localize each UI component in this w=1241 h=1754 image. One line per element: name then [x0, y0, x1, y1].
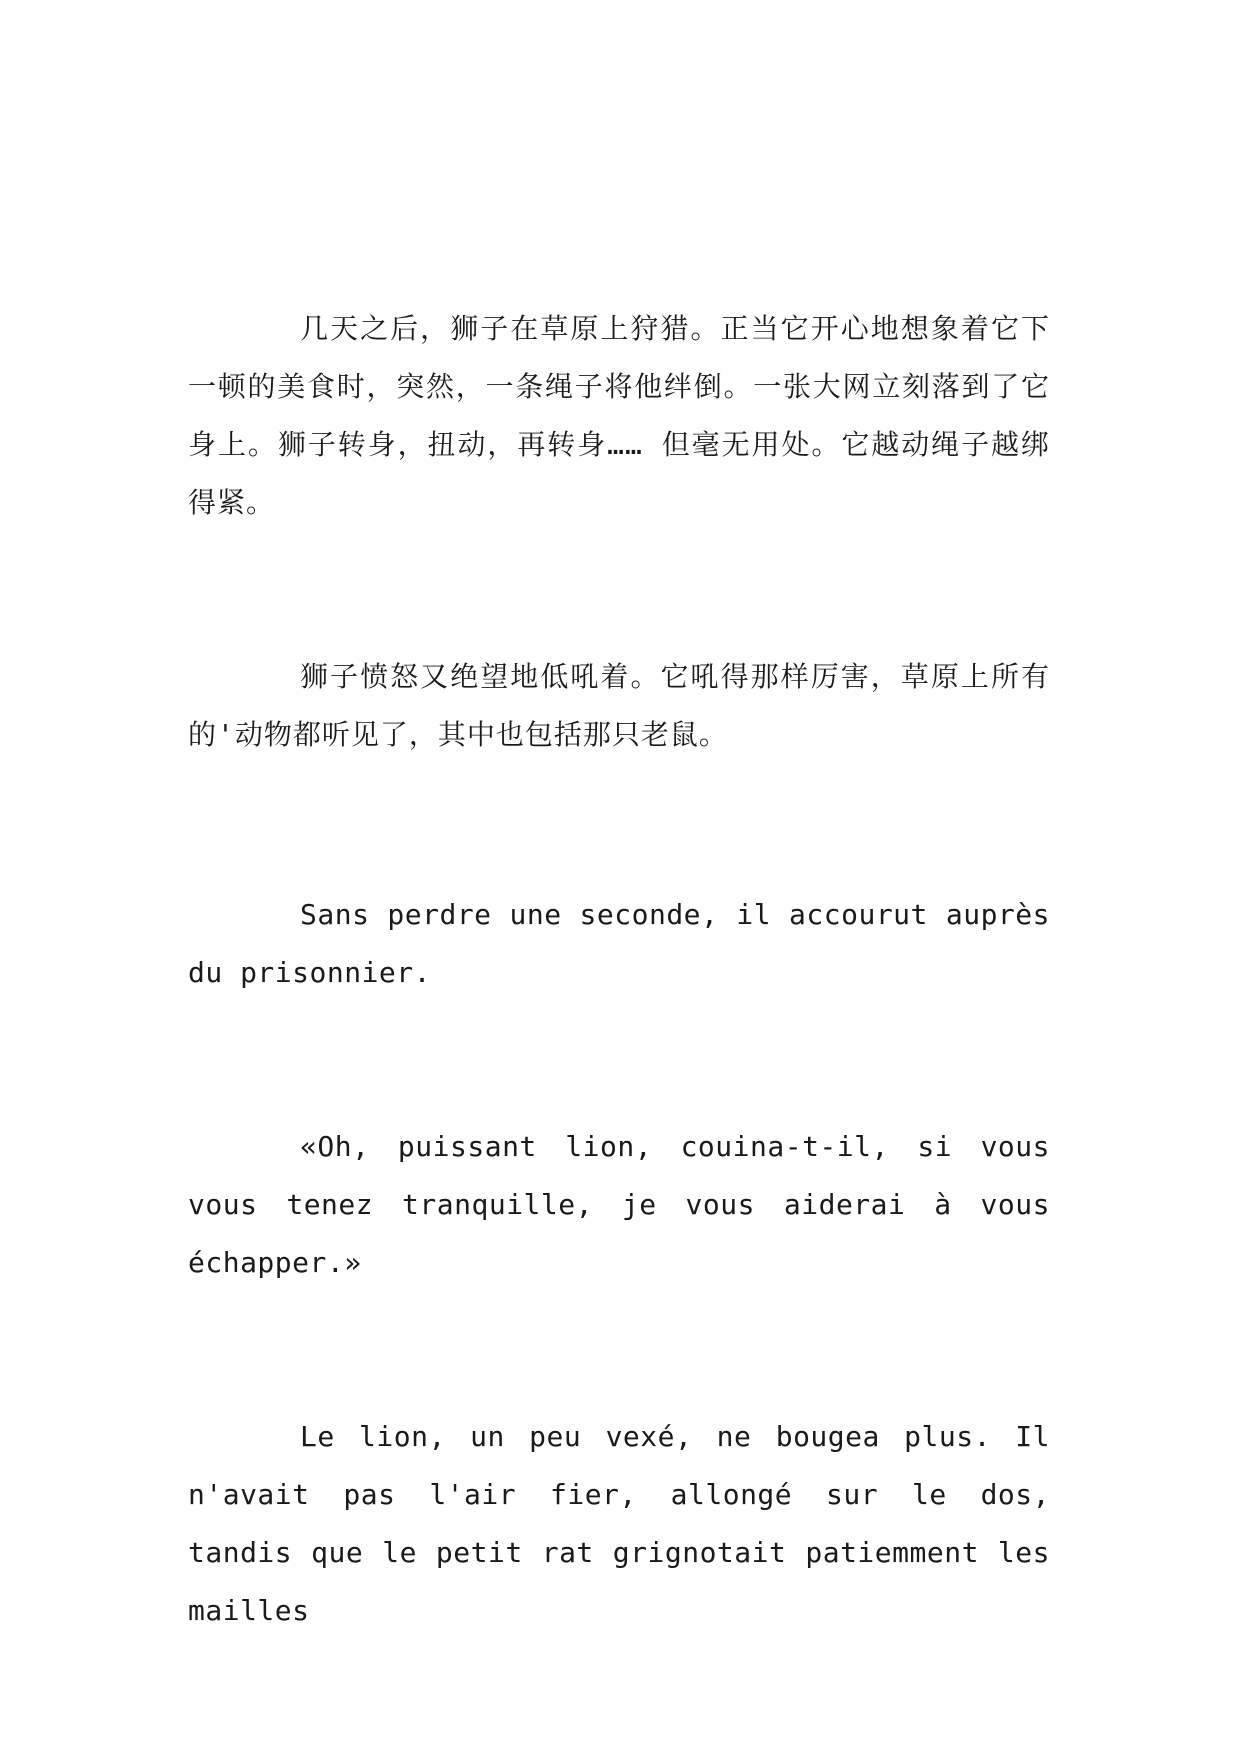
paragraph-mouse-speaks: «Oh, puissant lion, couina-t-il, si vous vous tenez tranquille, je vous aiderai à vous échapper.»: [188, 1130, 1050, 1279]
paragraph-mouse-runs: Sans perdre une seconde, il accourut auprès du prisonnier.: [188, 898, 1050, 989]
paragraph-lion-trapped: 几天之后，狮子在草原上狩猎。正当它开心地想象着它下一顿的美食时，突然，一条绳子将他绊倒。一张大网立刻落到了它身上。狮子转身，扭动，再转身…… 但毫无用处。它越动绳子越绑得紧。: [188, 312, 1050, 519]
paragraph-rat-gnaws: Le lion, un peu vexé, ne bougea plus. Il n'avait pas l'air fier, allongé sur le dos, tandis que le petit rat grignotait patiemment les mailles: [188, 1420, 1050, 1627]
paragraph-lion-roars: 狮子愤怒又绝望地低吼着。它吼得那样厉害，草原上所有的'动物都听见了，其中也包括那只老鼠。: [188, 660, 1050, 751]
